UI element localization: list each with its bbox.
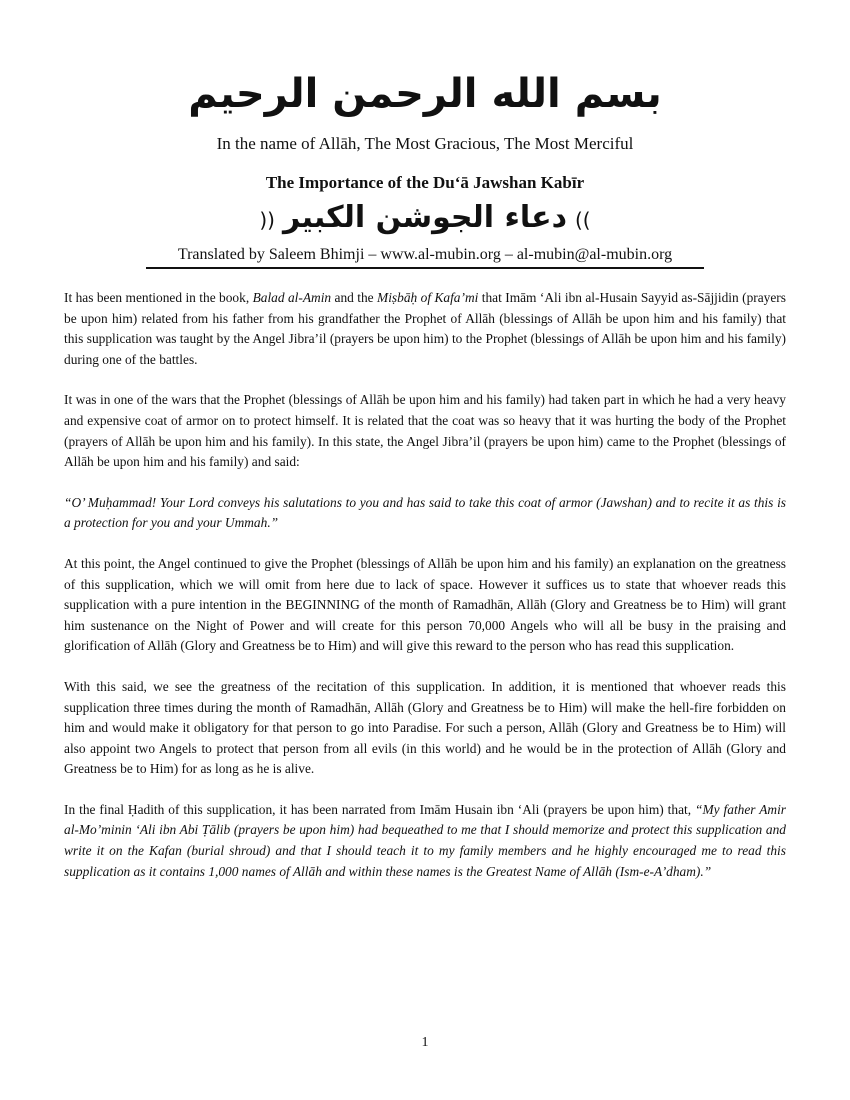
paragraph-1 (64, 288, 786, 370)
paragraph-6 (64, 800, 786, 882)
page-title: The Importance of the Du‘ā Jawshan Kabīr (265, 173, 585, 192)
paragraph-1-text-a: It has been mentioned in the book, (64, 290, 253, 305)
paragraph-5: With this said, we see the greatness of the recitation of this supplication. In addition, it is mentioned that whoever reads this supplication three times during the month of Ramadhān, Allāh (Glory and Greatness be to Him) will make the hell-fire forbidden on him and would make it obligatory for that person to go into Paradise. For such a person, Allāh (Glory and Greatness be to Him) will also appoint two Angels to protect that person from all evils (in this world) and he would be in the protection of Allāh (Glory and Greatness be to Him) for as long as he is alive. (64, 678, 786, 777)
paragraph-3-quote: “O’ Muḥammad! Your Lord conveys his salutations to you and has said to take this coat of armor (Jawshan) and to recite it as this is a protection for you and your Ummah.” (64, 494, 786, 531)
paren-close: (( (259, 208, 275, 232)
paragraph-6-quote: “My father Amir al-Mo’minin ‘Ali ibn Abi Ṭālib (prayers be upon him) had bequeathed to me that I should memorize and protect this supplication and write it on the Kafan (burial shroud) and that I should teach it to my family members and he highly encouraged me to read this supplication as it contains 1,000 names of Allāh and within these names is the Greatest Name of Allāh (Ism-e-A’dham).” (64, 801, 786, 879)
translator-line: Translated by Saleem Bhimji – www.al-mubin.org – al-mubin@al-mubin.org (177, 246, 673, 263)
paragraph-6-text-a: In the final Ḥadith of this supplication, it has been narrated from Imām Husain ibn ‘Ali (prayers be upon him) that, (64, 801, 696, 817)
paragraph-4: At this point, the Angel continued to give the Prophet (blessings of Allāh be upon him and his family) an explanation on the greatness of this supplication, which we will omit from here due to lack of space. However it suffices us to state that whoever reads this supplication with a pure intention in the BEGINNING of the month of Ramadhān, Allāh (Glory and Greatness be to Him) will grant him sustenance on the Night of Power and will create for this person 70,000 Angels who will all be busy in the praising and glorification of Allāh (Glory and Greatness be to Him) and will give this reward to the person who has read this supplication. (64, 555, 786, 654)
bismillah-translation: In the name of Allāh, The Most Gracious, The Most Merciful (216, 134, 634, 153)
paragraph-1-text-e: that Imām ‘Ali ibn al-Husain Sayyid as-Sājjidin (prayers be upon him) related from his father from his grandfather the Prophet of Allāh (blessings of Allāh be upon him and his family) that this supplication was taught by the Angel Jibra’il (prayers be upon him) to the Prophet (blessings of Allāh be upon him and his family) during one of the battles. (64, 290, 786, 367)
paren-open: )) (575, 208, 591, 232)
header-divider (146, 267, 704, 269)
bismillah-calligraphy: بسم الله الرحمن الرحيم (188, 71, 662, 117)
body-text (64, 288, 786, 902)
arabic-title-text: دعاء الجوشن الكبير (282, 200, 567, 235)
book-title-balad-al-amin: Balad al-Amin (252, 290, 332, 305)
arabic-title (0, 198, 850, 240)
page-number: 1 (421, 1035, 429, 1050)
paragraph-2: It was in one of the wars that the Prophet (blessings of Allāh be upon him and his family) had taken part in which he had a very heavy and expensive coat of armor on to protect himself. It is related that the coat was so heavy that it was hurting the body of the Prophet (prayers of Allāh be upon him and his family). In this state, the Angel Jibra’il (prayers be upon him) came to the Prophet (blessings of Allāh be upon him and his family) and said: (64, 392, 786, 470)
paragraph-1-text-c: and the (331, 290, 378, 305)
book-title-misbah: Miṣbāḥ of Kafa’mi (377, 290, 479, 305)
